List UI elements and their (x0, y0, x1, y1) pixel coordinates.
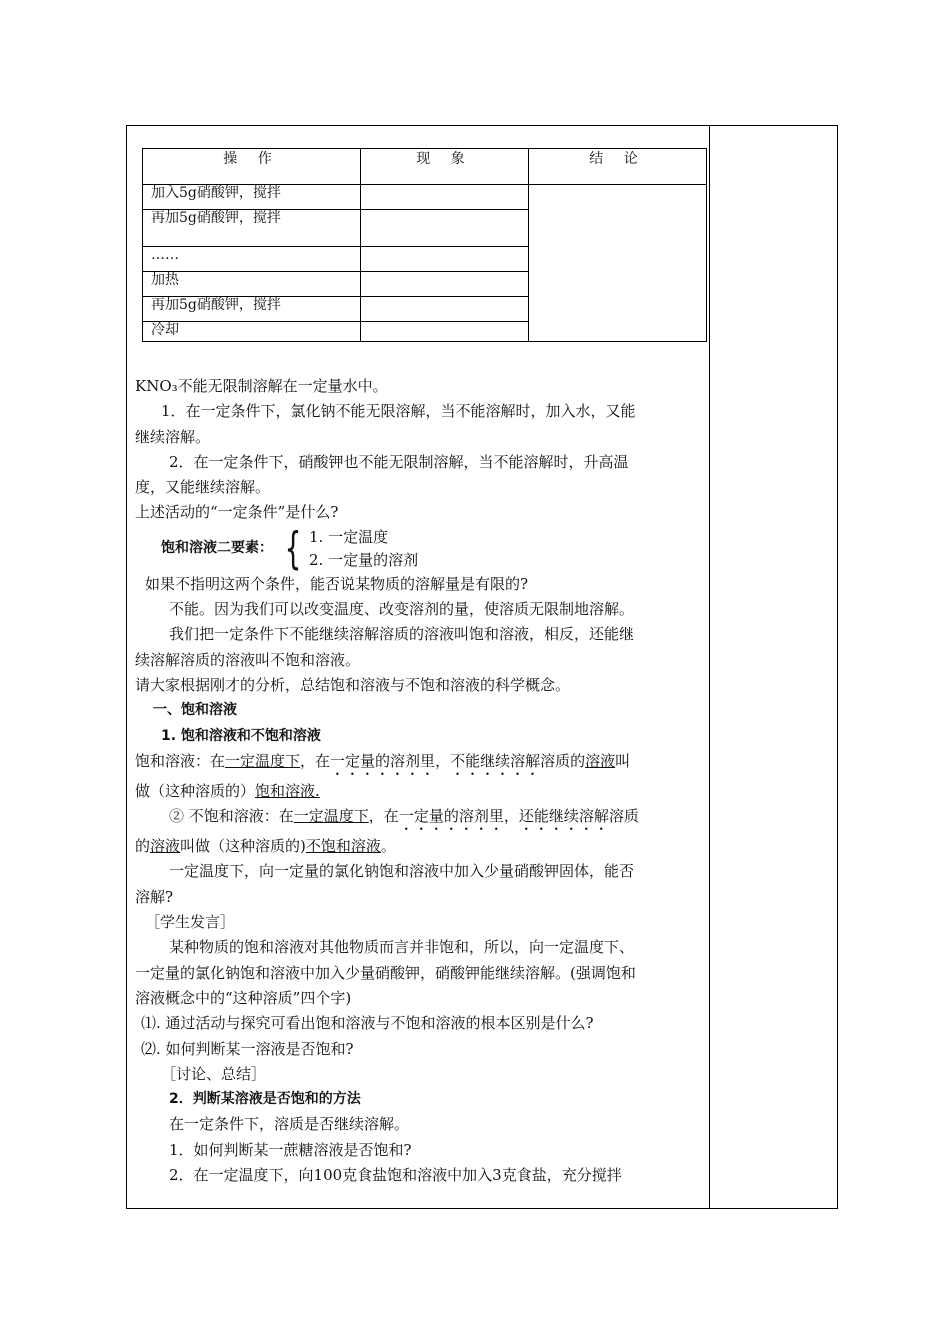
elements-list (309, 526, 418, 572)
text-span: 的 (135, 837, 151, 856)
table-cell-empty (361, 297, 529, 322)
text-line: 我们把一定条件下不能继续溶解溶质的溶液叫饱和溶液，相反，还能继 (169, 625, 635, 644)
text-line: 某种物质的饱和溶液对其他物质而言并非饱和，所以，向一定温度下、 (169, 938, 635, 957)
table-cell-empty (361, 322, 529, 342)
text-line: 1．在一定条件下，氯化钠不能无限溶解，当不能溶解时，加入水，又能 (161, 402, 636, 421)
text-line: 在一定条件下，溶质是否继续溶解。 (169, 1115, 410, 1134)
notes-column-divider (709, 125, 710, 1209)
text-span: 溶质的 (540, 751, 586, 770)
text-span: ， (503, 807, 519, 826)
text-line: 2．在一定温度下，向100克食盐饱和溶液中加入3克食盐，充分搅拌 (169, 1166, 622, 1185)
subsection-heading: 2．判断某溶液是否饱和的方法 (169, 1091, 361, 1108)
text-line: 一定量的氯化钠饱和溶液中加入少量硝酸钾，硝酸钾能继续溶解。(强调饱和 (135, 963, 636, 982)
definition-unsaturated-cont (135, 834, 705, 859)
text-line: 请大家根据刚才的分析，总结饱和溶液与不饱和溶液的科学概念。 (135, 675, 571, 694)
key-term: 一定量的溶剂里 (330, 751, 436, 770)
key-term: 溶液 (585, 751, 616, 770)
saturation-elements (135, 522, 705, 574)
text-span: 溶质 (608, 807, 639, 826)
text-span: ， (435, 751, 451, 770)
table-cell-empty (361, 272, 529, 297)
table-cell-empty (361, 247, 529, 272)
text-span: 。 (380, 837, 396, 856)
conclusion-cell (529, 185, 707, 342)
text-span: 做（这种溶质的） (135, 781, 256, 800)
question-item: ⑴. 通过活动与探究可看出饱和溶液与不饱和溶液的根本区别是什么? (141, 1014, 594, 1033)
definition-unsaturated (135, 804, 705, 834)
table-row: 再加5g硝酸钾，搅拌 (143, 297, 361, 322)
text-line: 溶解? (135, 887, 174, 906)
table-row: 冷却 (143, 322, 361, 342)
text-line: 2．在一定条件下，硝酸钾也不能无限制溶解，当不能溶解时，升高温 (169, 452, 629, 471)
header-conclusion: 结 论 (529, 149, 707, 185)
text-span: 叫 (615, 751, 631, 770)
definition-saturated (135, 749, 705, 779)
table-row: 再加5g硝酸钾，搅拌 (143, 210, 361, 247)
element-item: 2. 一定量的溶剂 (309, 550, 419, 569)
key-term: 一定温度下 (225, 751, 301, 770)
brace-icon: { (284, 522, 302, 574)
key-term: 不能继续溶解 (450, 751, 541, 770)
text-span: ② 不饱和溶液：在 (169, 807, 294, 826)
text-span: 叫做（这种溶质的) (180, 837, 306, 856)
text-line: KNO₃不能无限制溶解在一定量水中。 (135, 377, 388, 395)
key-term: 饱和溶液. (255, 781, 320, 800)
text-line: 1．如何判断某一蔗糖溶液是否饱和? (169, 1140, 412, 1159)
text-span: ，在 (368, 807, 399, 826)
experiment-table (142, 148, 707, 342)
key-term: 溶液 (150, 837, 181, 856)
key-term: 还能继续溶解 (518, 807, 609, 826)
element-item: 1. 一定温度 (309, 527, 389, 546)
text-span: 饱和溶液：在 (135, 751, 226, 770)
header-phenomenon: 现 象 (361, 149, 529, 185)
text-line: 上述活动的“一定条件”是什么? (135, 503, 339, 522)
text-line: 度，又能继续溶解。 (135, 478, 271, 497)
table-row: 加入5g硝酸钾，搅拌 (143, 185, 361, 210)
table-cell-empty (361, 210, 529, 247)
text-line: 如果不指明这两个条件，能否说某物质的溶解量是有限的? (145, 574, 529, 593)
text-line: 不能。因为我们可以改变温度、改变溶剂的量，使溶质无限制地溶解。 (169, 600, 635, 619)
key-term: 一定温度下 (293, 807, 369, 826)
key-term: 一定量的溶剂里 (398, 807, 504, 826)
text-line: 溶液概念中的“这种溶质”四个字) (135, 988, 352, 1007)
table-row: …… (143, 247, 361, 272)
section-heading: 一、饱和溶液 (153, 702, 237, 719)
header-operation: 操 作 (143, 149, 361, 185)
text-line: 继续溶解。 (135, 427, 211, 446)
text-line: ［学生发言］ (145, 913, 236, 932)
text-line: 一定温度下，向一定量的氯化钠饱和溶液中加入少量硝酸钾固体，能否 (169, 862, 635, 881)
elements-label: 饱和溶液二要素： (161, 540, 273, 557)
subsection-heading: 1. 饱和溶液和不饱和溶液 (161, 727, 321, 744)
key-term: 不饱和溶液 (305, 837, 381, 856)
lesson-content (135, 374, 705, 1188)
text-line: ［讨论、总结］ (161, 1064, 267, 1083)
table-cell-empty (361, 185, 529, 210)
definition-saturated-cont (135, 779, 705, 804)
text-line: 续溶解溶质的溶液叫不饱和溶液。 (135, 650, 361, 669)
text-span: ，在 (300, 751, 331, 770)
question-item: ⑵. 如何判断某一溶液是否饱和? (141, 1039, 354, 1058)
table-row: 加热 (143, 272, 361, 297)
